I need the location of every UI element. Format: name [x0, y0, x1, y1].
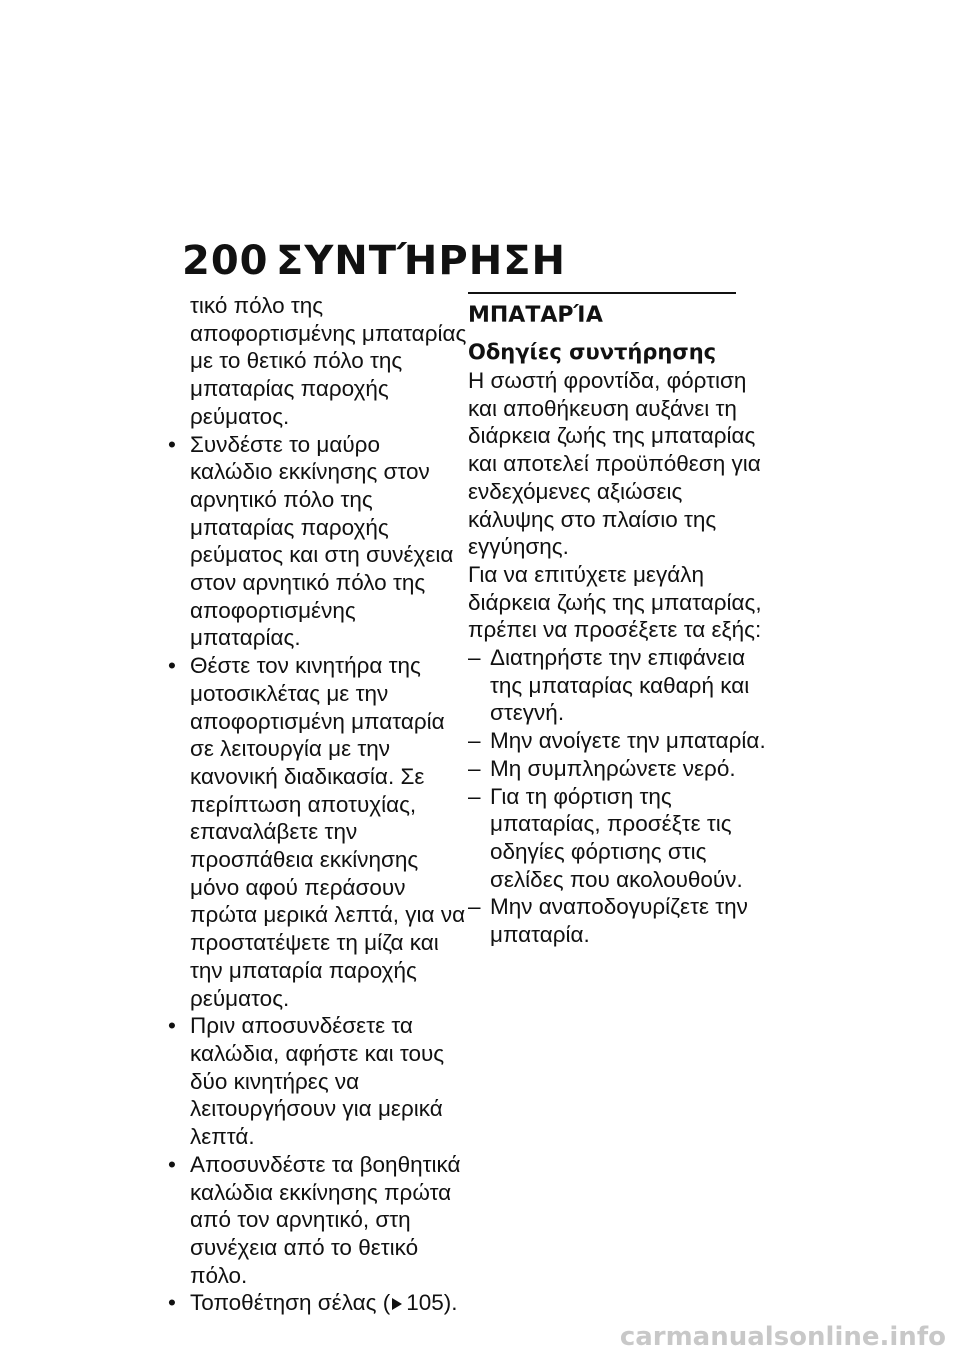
list-item: • Θέστε τον κινητήρα της μοτοσικλέτας με την αποφορτισμένη μπαταρία σε λειτουργία με την κανονική διαδικασία. Σε περίπτωση αποτυχίας, επαναλάβετε την προσπάθεια εκκίνησης μόνο αφού περάσουν πρώτα μερικά λεπτά, για να προστατέψετε τη μίζα και την μπαταρία παροχής ρεύματος.	[168, 652, 468, 1012]
list-item: – Μην αναποδογυρίζετε την μπαταρία.	[468, 893, 768, 948]
maintenance-list	[468, 644, 768, 949]
list-item: • Συνδέστε το μαύρο καλώδιο εκκίνησης στον αρνητικό πόλο της μπαταρίας παροχής ρεύματος και στη συνέχεια στον αρνητικό πόλο της αποφορτισμένης μπαταρίας.	[168, 431, 468, 653]
seat-text-end: ).	[443, 1290, 458, 1316]
section-title: ΜΠΑΤΑΡΊΑ	[468, 303, 603, 328]
list-item: – Μη συμπληρώνετε νερό.	[468, 755, 768, 783]
left-column	[168, 292, 468, 1317]
subsection-title: Οδηγίες συντήρησης	[468, 340, 717, 364]
paragraph: Η σωστή φροντίδα, φόρτιση και αποθήκευση αυξάνει τη διάρκεια ζωής της μπαταρίας και αποτελεί προϋπόθεση για ενδεχόμενες αξιώσεις κάλυψης στο πλαίσιο της εγγύησης.	[468, 368, 761, 560]
page-reference-link[interactable]: 105	[406, 1290, 444, 1316]
page-header	[182, 238, 566, 284]
right-column	[468, 292, 768, 949]
list-item	[168, 1289, 468, 1317]
list-item: – Μην ανοίγετε την μπαταρία.	[468, 727, 768, 755]
arrow-right-icon	[392, 1298, 402, 1310]
seat-text: Τοποθέτηση σέλας (	[190, 1290, 391, 1316]
continued-paragraph: τικό πόλο της αποφορτισμένης μπαταρίας με το θετικό πόλο της μπαταρίας παροχής ρεύματος.	[190, 293, 467, 429]
instruction-list	[168, 431, 468, 1318]
list-item: – Για τη φόρτιση της μπαταρίας, προσέξτε τις οδηγίες φόρτισης στις σελίδες που ακολουθούν.	[468, 783, 768, 894]
paragraph: Για να επιτύχετε μεγάλη διάρκεια ζωής της μπαταρίας, πρέπει να προσέξετε τα εξής:	[468, 561, 762, 643]
list-item: • Αποσυνδέστε τα βοηθητικά καλώδια εκκίνησης πρώτα από τον αρνητικό, στη συνέχεια από το θετικό πόλο.	[168, 1151, 468, 1290]
chapter-title: ΣΥΝΤΉΡΗΣΗ	[276, 238, 566, 284]
list-item: – Διατηρήστε την επιφάνεια της μπαταρίας καθαρή και στεγνή.	[468, 644, 768, 727]
list-item: • Πριν αποσυνδέσετε τα καλώδια, αφήστε και τους δύο κινητήρες να λειτουργήσουν για μερικά λεπτά.	[168, 1012, 468, 1151]
page-number: 200	[182, 238, 269, 284]
watermark: carmanualsonline.info	[619, 1322, 946, 1352]
